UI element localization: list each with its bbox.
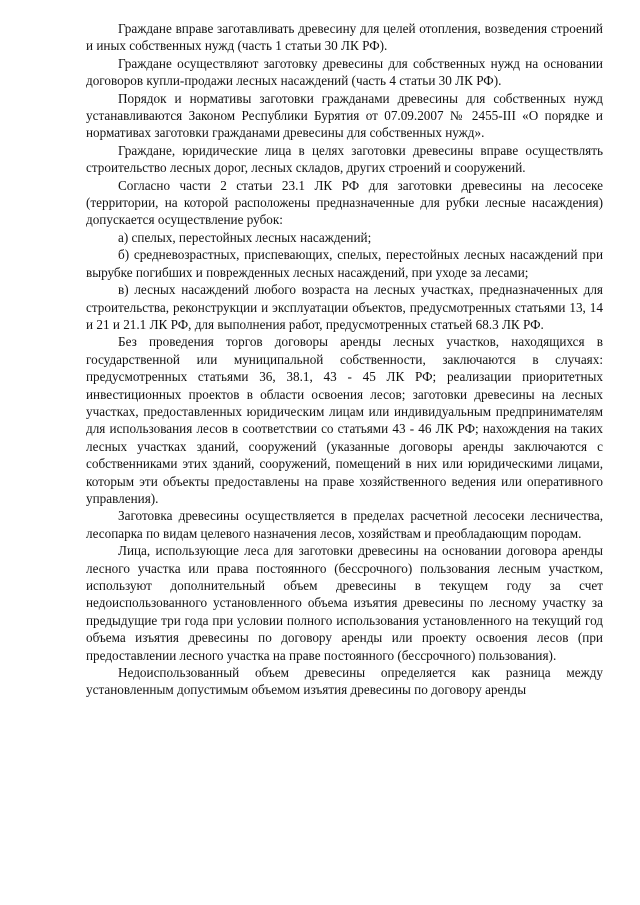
paragraph-6: Без проведения торгов договоры аренды лесных участков, находящихся в государственной или муниципальной собственности, заключаются в случаях: предусмотренных статьями 36, 38.1, 43 - 45 ЛК РФ; реализации приоритетных инвестиционных проектов в области освоения лесов; заготовки древесины на лесных участках, предоставленных юридическим лицам или индивидуальным предпринимателям для использования лесов в соответствии со статьями 43 - 46 ЛК РФ; нахождения на таких лесных участках зданий, сооружений (указанные договоры аренды заключаются с собственниками этих зданий, сооружений, помещений в них или юридическими лицами, которым эти объекты предоставлены на праве хозяйственного ведения или оперативного управления). [86, 334, 603, 506]
list-item-b: б) средневозрастных, приспевающих, спелых, перестойных лесных насаждений при вырубке погибших и поврежденных лесных насаждений, при уходе за лесами; [86, 247, 603, 280]
list-item-v: в) лесных насаждений любого возраста на лесных участках, предназначенных для строительства, реконструкции и эксплуатации объектов, предусмотренных статьями 13, 14 и 21 и 21.1 ЛК РФ, для выполнения работ, предусмотренных статьей 68.3 ЛК РФ. [86, 282, 603, 332]
paragraph-9: Недоиспользованный объем древесины определяется как разница между установленным допустимым объемом изъятия древесины по договору аренды [86, 665, 603, 698]
paragraph-7: Заготовка древесины осуществляется в пределах расчетной лесосеки лесничества, лесопарка по видам целевого назначения лесов, хозяйствам и преобладающим породам. [86, 508, 603, 541]
list-item-a: а) спелых, перестойных лесных насаждений; [118, 229, 372, 245]
paragraph-8: Лица, использующие леса для заготовки древесины на основании договора аренды лесного участка или права постоянного (бессрочного) пользования лесным участком, используют дополнительный объем древесины в текущем году за счет недоиспользованного установленного объема изъятия древесины по лесному участку за предыдущие три года при условии полного использования установленного на текущий год объема изъятия древесины по договору аренды или проекту освоения лесов (при предоставлении лесного участка на праве постоянного (бессрочного) пользования). [86, 543, 603, 663]
paragraph-5: Согласно части 2 статьи 23.1 ЛК РФ для заготовки древесины на лесосеке (территории, на которой расположены предназначенные для рубки лесные насаждения) допускается осуществление рубок: [86, 177, 603, 228]
paragraph-1: Граждане вправе заготавливать древесину для целей отопления, возведения строений и иных собственных нужд (часть 1 статьи 30 ЛК РФ). [86, 21, 603, 54]
paragraph-3: Порядок и нормативы заготовки гражданами древесины для собственных нужд устанавливаются Законом Республики Бурятия от 07.09.2007 № 2455-III «О порядке и нормативах заготовки гражданами древесины для собственных нужд». [86, 90, 603, 141]
document-body [86, 20, 603, 699]
paragraph-2: Граждане осуществляют заготовку древесины для собственных нужд на основании договоров купли-продажи лесных насаждений (часть 4 статьи 30 ЛК РФ). [86, 55, 603, 89]
paragraph-4: Граждане, юридические лица в целях заготовки древесины вправе осуществлять строительство лесных дорог, лесных складов, других строений и сооружений. [86, 142, 603, 176]
